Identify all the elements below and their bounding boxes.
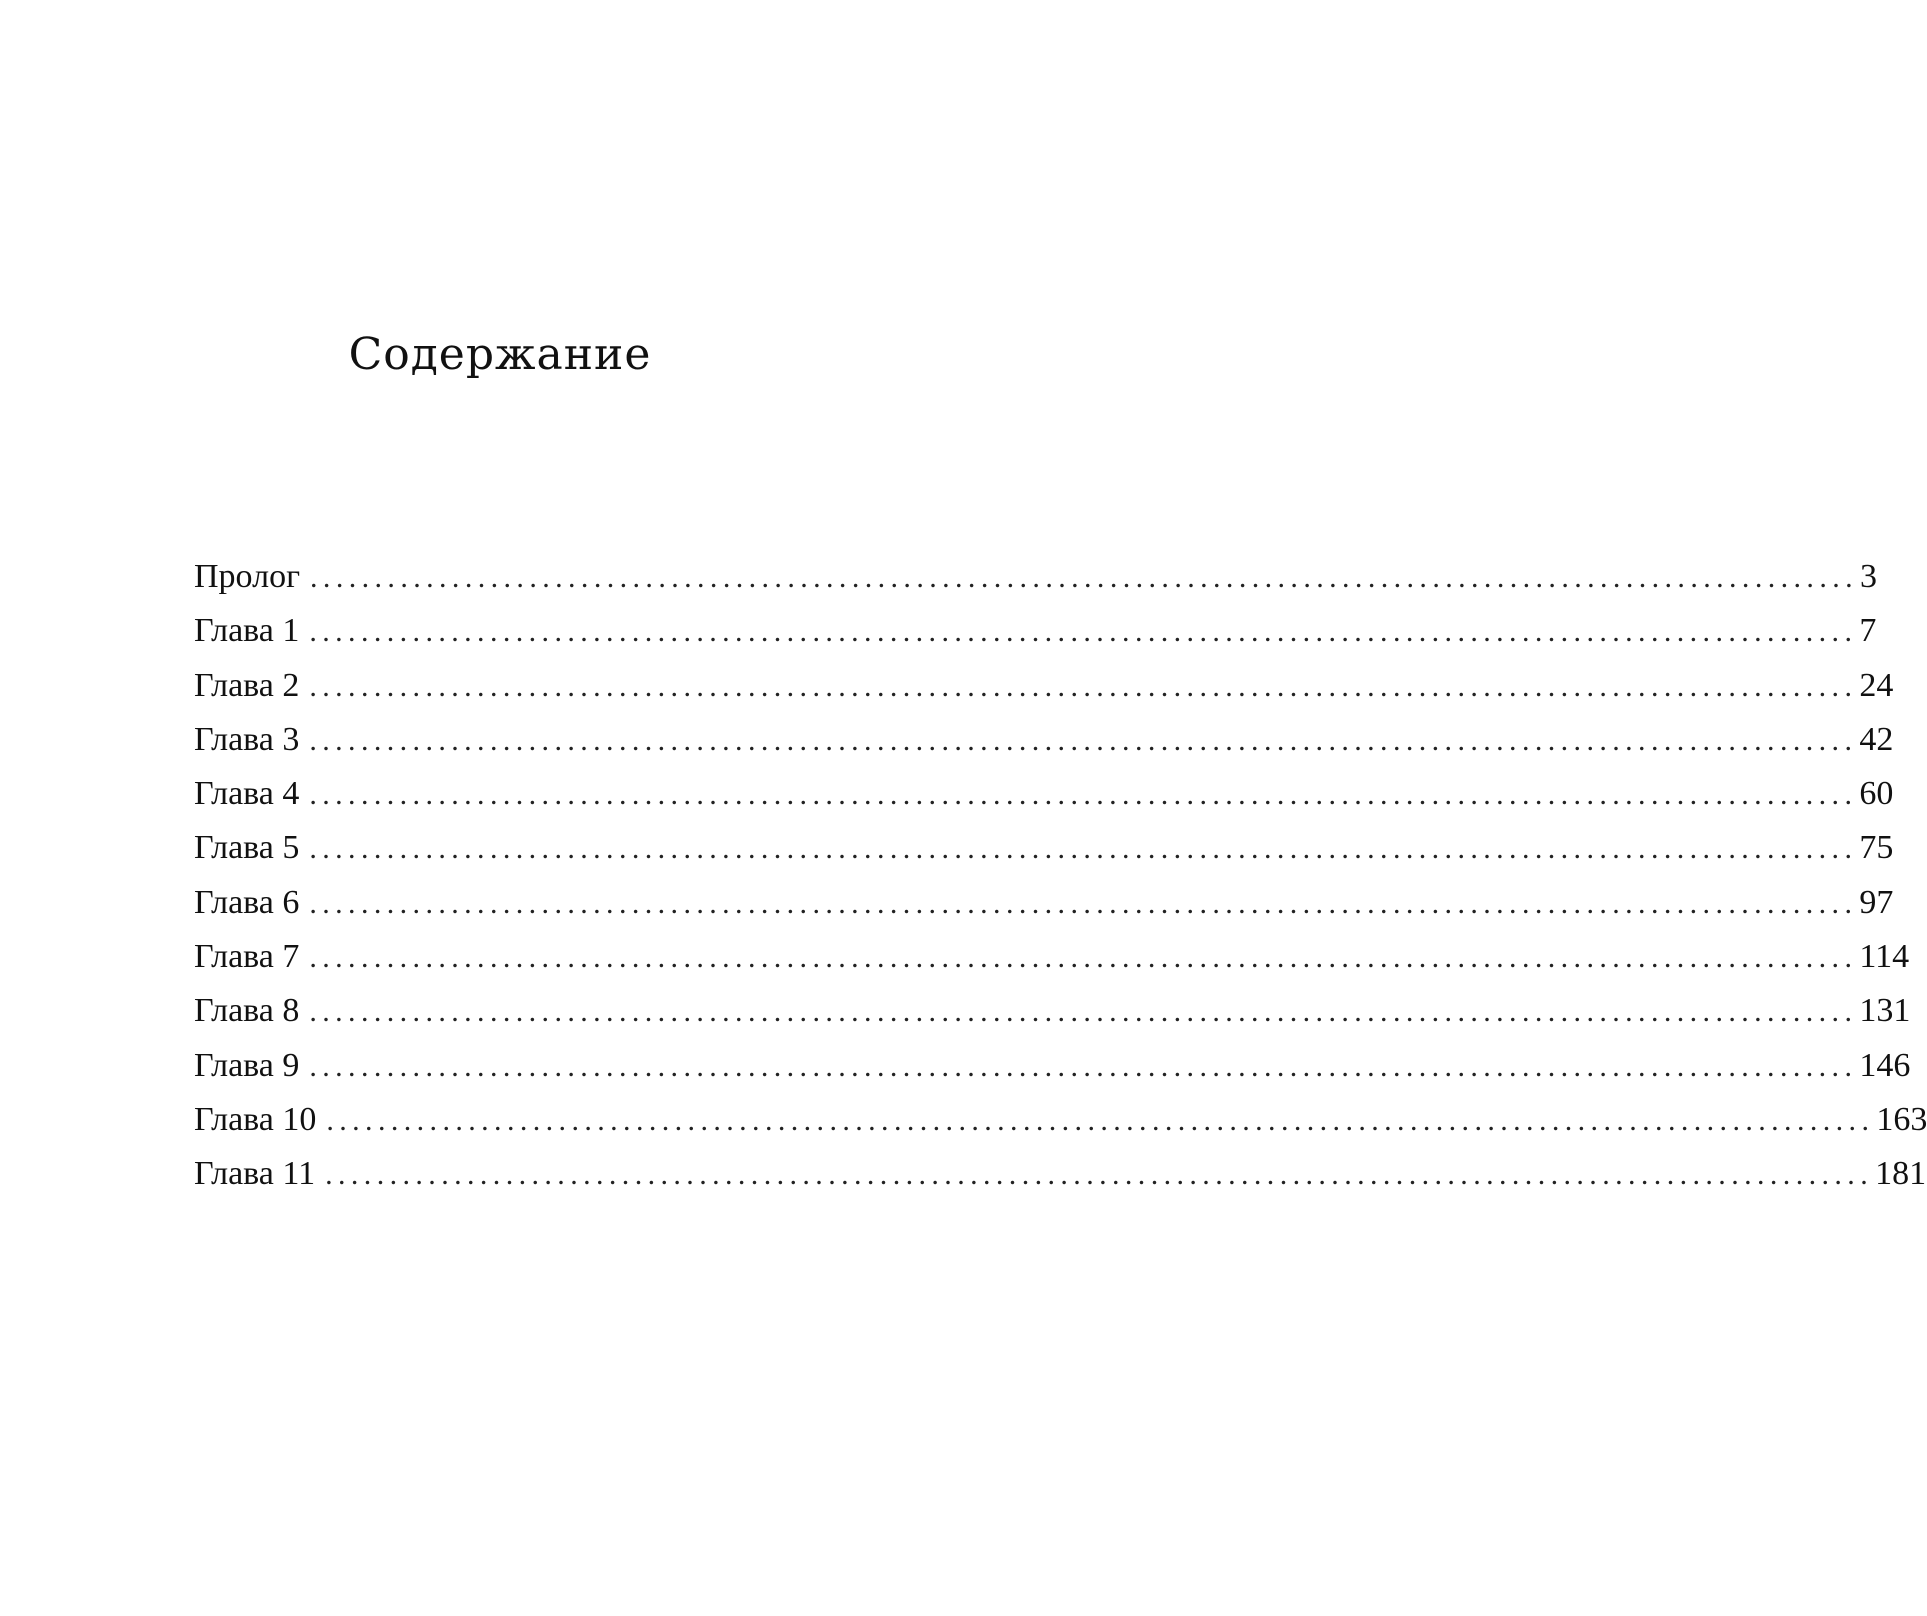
toc-dot-leader: ........................................................................................................................ [309, 941, 1858, 975]
toc-entry[interactable] [194, 1093, 1927, 1147]
toc-entry[interactable] [194, 876, 1894, 930]
toc-entry-page: 114 [1859, 938, 1910, 976]
toc-dot-leader: ........................................................................................................................ [309, 886, 1858, 920]
toc-entry-page: 131 [1859, 992, 1911, 1030]
toc-dot-leader: ........................................................................................................................ [309, 723, 1858, 757]
toc-dot-leader: ........................................................................................................................ [309, 832, 1858, 866]
toc-entry-page: 163 [1876, 1100, 1927, 1138]
toc-entry-label: Глава 5 [194, 829, 300, 867]
toc-dot-leader: ........................................................................................................................ [309, 669, 1858, 703]
toc-entry-page: 75 [1859, 829, 1894, 867]
page-title: Содержание [348, 329, 652, 380]
toc-entry-label: Пролог [194, 558, 301, 595]
toc-entry-page: 146 [1859, 1046, 1911, 1084]
toc-entry-page: 42 [1859, 720, 1894, 758]
toc-entry[interactable] [194, 984, 1911, 1038]
toc-entry-label: Глава 8 [194, 992, 300, 1030]
toc-dot-leader: ........................................................................................................................ [309, 778, 1858, 812]
toc-entry-label: Глава 9 [194, 1046, 300, 1084]
toc-entry-label: Глава 2 [194, 666, 300, 704]
table-of-contents [194, 550, 1927, 1202]
toc-entry-label: Глава 3 [194, 720, 300, 758]
toc-dot-leader: ........................................................................................................................ [325, 1158, 1874, 1192]
toc-dot-leader: ........................................................................................................................ [309, 1049, 1858, 1083]
toc-dot-leader: ........................................................................................................................ [310, 561, 1859, 594]
toc-dot-leader: ........................................................................................................................ [326, 1103, 1875, 1137]
toc-entry-page: 24 [1859, 666, 1894, 704]
toc-entry-label: Глава 1 [194, 612, 300, 650]
toc-entry[interactable] [194, 930, 1910, 984]
toc-entry-page: 181 [1875, 1155, 1927, 1193]
toc-entry[interactable] [194, 659, 1894, 713]
toc-entry-label: Глава 7 [194, 938, 300, 976]
toc-entry-label: Глава 4 [194, 775, 300, 813]
toc-entry-page: 60 [1859, 775, 1894, 813]
toc-entry[interactable] [194, 1039, 1911, 1093]
toc-entry[interactable] [194, 821, 1894, 875]
toc-entry[interactable] [194, 713, 1894, 767]
toc-entry-page: 97 [1859, 883, 1894, 921]
toc-dot-leader: ........................................................................................................................ [309, 995, 1858, 1029]
toc-entry[interactable] [194, 767, 1894, 821]
toc-entry[interactable] [194, 550, 1878, 604]
toc-entry-page: 3 [1860, 558, 1878, 595]
toc-entry[interactable] [194, 604, 1877, 658]
toc-entry-label: Глава 11 [194, 1155, 316, 1193]
toc-entry-label: Глава 10 [194, 1100, 317, 1138]
toc-dot-leader: ........................................................................................................................ [309, 615, 1858, 649]
toc-entry[interactable] [194, 1147, 1927, 1201]
toc-entry-page: 7 [1859, 612, 1877, 650]
toc-entry-label: Глава 6 [194, 883, 300, 921]
